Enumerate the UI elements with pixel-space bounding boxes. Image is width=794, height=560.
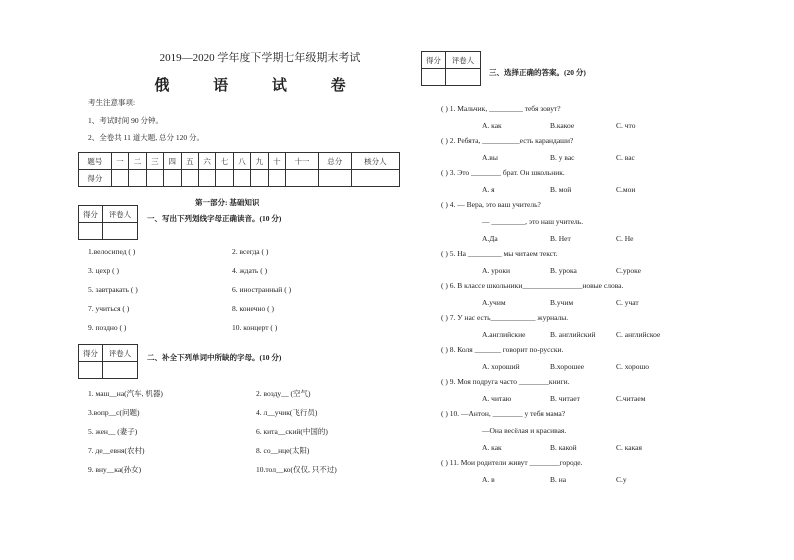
score-table-score-cell (233, 170, 250, 187)
score-table-header-cell: 五 (181, 153, 198, 170)
exercise-item: 3.вопр__с(问题) (88, 408, 140, 417)
option-b: B. у вас (550, 153, 575, 162)
option-a: A.вы (482, 153, 498, 162)
question-text-continuation: —Она весёлая и красивая. (482, 426, 567, 435)
question-text: ( ) 7. У нас есть____________ журналы. (441, 313, 569, 322)
score-table-header-cell: 三 (146, 153, 163, 170)
part1-title: 第一部分: 基础知识 (195, 198, 260, 207)
option-a: A.английские (482, 330, 526, 339)
score-table-score-cell (181, 170, 198, 187)
option-c: C. учат (616, 298, 639, 307)
grader-box-1 (78, 205, 138, 240)
option-b: B. английский (550, 330, 596, 339)
option-a: A. хороший (482, 362, 520, 371)
exercise-item: 2. всегда ( ) (232, 247, 269, 256)
exercise-item: 10. концерт ( ) (232, 323, 278, 332)
question-text: ( ) 9. Моя подруга часто ________книги. (441, 377, 570, 386)
score-table-header-cell: 二 (129, 153, 146, 170)
exercise-item: 1.велосипед ( ) (88, 247, 136, 256)
score-table-header-cell: 八 (233, 153, 250, 170)
option-a: A. читаю (482, 394, 512, 403)
score-table-header-cell: 十 (268, 153, 285, 170)
option-b: B.хорошее (550, 362, 585, 371)
question-text: ( ) 10. —Антон, ________ у тебя мама? (441, 409, 566, 418)
exercise-item: 8. со__нце(太阳) (256, 446, 310, 455)
score-table-header-row (79, 153, 400, 170)
grader-score-cell (79, 223, 103, 240)
score-table-header-cell: 七 (216, 153, 233, 170)
score-table-score-cell (351, 170, 399, 187)
option-b: B. читает (550, 394, 580, 403)
question-text: ( ) 11. Мои родители живут ________городе. (441, 458, 583, 467)
option-c: C.у (616, 475, 627, 484)
score-table-header-cell: 核分人 (351, 153, 399, 170)
section1-title: 一、写出下列划线字母正确读音。(10 分) (147, 214, 282, 223)
question-text: ( ) 6. В классе школьники________________новые слова. (441, 281, 624, 290)
option-c: C. что (616, 121, 636, 130)
score-table-score-cell (164, 170, 181, 187)
score-table-score-cell (318, 170, 351, 187)
option-c: C.читаем (616, 394, 646, 403)
option-c: C. хорошо (616, 362, 649, 371)
exercise-item: 9. поздно ( ) (88, 323, 127, 332)
score-table-score-cell (198, 170, 215, 187)
score-table-row-label: 得分 (79, 170, 112, 187)
option-a: A. как (482, 121, 502, 130)
option-a: A. в (482, 475, 495, 484)
grader-label: 评卷人 (102, 345, 137, 362)
score-table-score-cell (216, 170, 233, 187)
exercise-item: 4. ждать ( ) (232, 266, 268, 275)
score-table-header-cell: 四 (164, 153, 181, 170)
option-c: C. вас (616, 153, 635, 162)
exercise-item: 5. завтракать ( ) (88, 285, 138, 294)
exercise-item: 7. де__евня(农村) (88, 446, 145, 455)
grader-box-2 (78, 344, 138, 379)
exercise-item: 7. учиться ( ) (88, 304, 130, 313)
score-table-score-cell (251, 170, 268, 187)
option-a: A. я (482, 185, 495, 194)
exam-title: 2019—2020 学年度下学期七年级期末考试 (159, 52, 361, 64)
option-b: B.какое (550, 121, 575, 130)
score-table-header-cell: 十一 (286, 153, 319, 170)
question-text: ( ) 3. Это ________ брат. Он школьник. (441, 168, 565, 177)
exercise-item: 2. возду__ (空气) (256, 389, 311, 398)
exercise-item: 5. жен__ (妻子) (88, 427, 138, 436)
notice-line-1: 1、考试时间 90 分钟。 (88, 116, 163, 125)
exercise-item: 3. цехр ( ) (88, 266, 119, 275)
grader-label: 评卷人 (102, 206, 137, 223)
score-table-score-cell (129, 170, 146, 187)
exercise-item: 6. кита__ский(中国的) (256, 427, 328, 436)
section3-title: 三、选择正确的答案。(20 分) (489, 68, 586, 77)
option-c: C. какая (616, 443, 642, 452)
score-table-score-cell (268, 170, 285, 187)
notice-heading: 考生注意事项: (88, 98, 136, 107)
score-table-score-cell (286, 170, 319, 187)
option-b: B. Нет (550, 234, 571, 243)
option-b: B. какой (550, 443, 577, 452)
exercise-item: 9. вну__ка(孙女) (88, 465, 142, 474)
option-b: B. мой (550, 185, 572, 194)
option-c: C.уроке (616, 266, 641, 275)
score-table-header-cell: 九 (251, 153, 268, 170)
option-a: A.Да (482, 234, 498, 243)
exercise-item: 1. маш__на(汽车, 机器) (88, 389, 163, 398)
grader-score-cell (422, 69, 446, 86)
option-b: B. урока (550, 266, 577, 275)
question-text: ( ) 1. Мальчик, _________ тебя зовут? (441, 104, 561, 113)
score-table-header-cell: 题号 (79, 153, 112, 170)
grader-cell (102, 223, 137, 240)
question-text: ( ) 4. — Вера, это ваш учитель? (441, 200, 541, 209)
score-table (78, 152, 400, 187)
exercise-item: 8. конечно ( ) (232, 304, 274, 313)
score-table-score-cell (111, 170, 128, 187)
notice-line-2: 2、全卷共 11 道大题, 总分 120 分。 (88, 133, 204, 142)
option-b: B. на (550, 475, 567, 484)
question-text-continuation: — _________, это наш учитель. (482, 217, 584, 226)
exercise-item: 10.тол__ко(仅仅, 只不过) (256, 465, 337, 474)
option-a: A. уроки (482, 266, 511, 275)
exercise-item: 6. иностранный ( ) (232, 285, 292, 294)
option-b: B.учим (550, 298, 574, 307)
score-table-header-cell: 总分 (318, 153, 351, 170)
section2-title: 二、补全下列单词中所缺的字母。(10 分) (147, 353, 282, 362)
question-text: ( ) 2. Ребята, __________есть карандаши? (441, 136, 574, 145)
option-a: A. как (482, 443, 502, 452)
exercise-item: 4. л__учик(飞行员) (256, 408, 318, 417)
grader-score-label: 得分 (79, 206, 103, 223)
grader-score-label: 得分 (422, 52, 446, 69)
score-table-header-cell: 一 (111, 153, 128, 170)
score-table-score-cell (146, 170, 163, 187)
option-a: A.учим (482, 298, 506, 307)
question-text: ( ) 8. Коля _______ говорит по-русски. (441, 345, 564, 354)
grader-score-label: 得分 (79, 345, 103, 362)
exam-subtitle: 俄 语 试 卷 (154, 78, 366, 94)
option-c: C. английское (616, 330, 661, 339)
grader-label: 评卷人 (445, 52, 480, 69)
score-table-score-row (79, 170, 400, 187)
grader-cell (102, 362, 137, 379)
option-c: C.мои (616, 185, 636, 194)
question-text: ( ) 5. На _________ мы читаем текст. (441, 249, 558, 258)
score-table-header-cell: 六 (198, 153, 215, 170)
grader-cell (445, 69, 480, 86)
grader-box-3 (421, 51, 481, 86)
grader-score-cell (79, 362, 103, 379)
option-c: C. Не (616, 234, 634, 243)
